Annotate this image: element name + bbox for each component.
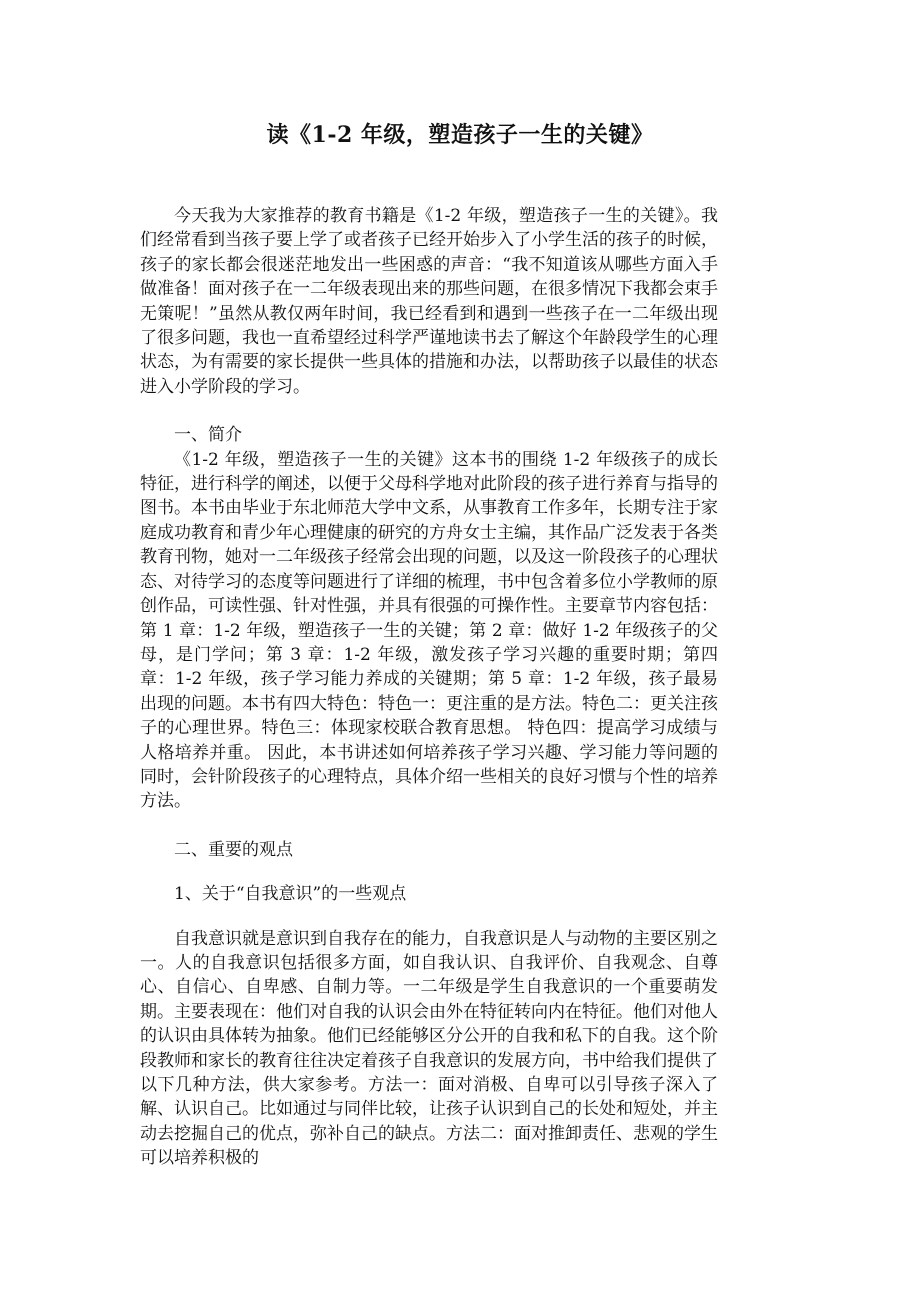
paragraph-spacer bbox=[140, 399, 718, 423]
section2-heading: 二、重要的观点 bbox=[174, 839, 293, 860]
document-title: 读《1-2 年级，塑造孩子一生的关键》 bbox=[266, 122, 654, 148]
section1-heading: 一、简介 bbox=[174, 425, 242, 446]
section1-body: 《1-2 年级，塑造孩子一生的关键》这本书的围绕 1-2 年级孩子的成长特征，进行科学的阐述，以便于父母科学地对此阶段的孩子进行养育与指导的图书。本书由毕业于东北师范大学中文系，从事教育工作多年，长期专注于家庭成功教育和青少年心理健康的研究的方舟女士主编，其作品广泛发表于各类教育刊物，她对一二年级孩子经常会出现的问题，以及这一阶段孩子的心理状态、对待学习的态度等问题进行了详细的梳理，书中包含着多位小学教师的原创作品，可读性强、针对性强，并具有很强的可操作性。主要章节内容包括：第 1 章：1-2 年级，塑造孩子一生的关键；第 2 章：做好 1-2 年级孩子的父母，是门学问；第 3 章：1-2 年级，激发孩子学习兴趣的重要时期；第四章：1-2 年级，孩子学习能力养成的关键期；第 5 章：1-2 年级，孩子最易出现的问题。本书有四大特色：特色一：更注重的是方法。特色二：更关注孩子的心理世界。特色三：体现家校联合教育思想。 特色四：提高学习成绩与人格培养并重。 因此，本书讲述如何培养孩子学习兴趣、学习能力等问题的同时，会针阶段孩子的心理特点，具体介绍一些相关的良好习惯与个性的培养方法。 bbox=[140, 449, 718, 812]
subsection1-heading: 1、关于“自我意识”的一些观点 bbox=[174, 884, 407, 905]
subsection1-body: 自我意识就是意识到自我存在的能力，自我意识是人与动物的主要区别之一。人的自我意识包括很多方面，如自我认识、自我评价、自我观念、自尊心、自信心、自卑感、自制力等。一二年级是学生自我意识的一个重要萌发期。主要表现在：他们对自我的认识会由外在特征转向内在特征。他们对他人的认识由具体转为抽象。他们已经能够区分公开的自我和私下的自我。这个阶段教师和家长的教育往往决定着孩子自我意识的发展方向，书中给我们提供了以下几种方法，供大家参考。方法一：面对消极、自卑可以引导孩子深入了解、认识自己。比如通过与同伴比较，让孩子认识到自己的长处和短处，并主动去挖掘自己的优点，弥补自己的缺点。方法二：面对推卸责任、悲观的学生可以培养积极的 bbox=[140, 928, 718, 1169]
paragraph-spacer bbox=[140, 814, 718, 838]
document-body bbox=[140, 204, 718, 1171]
intro-paragraph: 今天我为大家推荐的教育书籍是《1-2 年级，塑造孩子一生的关键》。我们经常看到当孩子要上学了或者孩子已经开始步入了小学生活的孩子的时候，孩子的家长都会很迷茫地发出一些困惑的声音：“我不知道该从哪些方面入手做准备！面对孩子在一二年级表现出来的那些问题，在很多情况下我都会束手无策呢！”虽然从教仅两年时间，我已经看到和遇到一些孩子在一二年级出现了很多问题，我也一直希望经过科学严谨地读书去了解这个年龄段学生的心理状态，为有需要的家长提供一些具体的措施和办法，以帮助孩子以最佳的状态进入小学阶段的学习。 bbox=[140, 206, 718, 397]
paragraph-spacer bbox=[140, 862, 718, 882]
paragraph-spacer bbox=[140, 907, 718, 927]
